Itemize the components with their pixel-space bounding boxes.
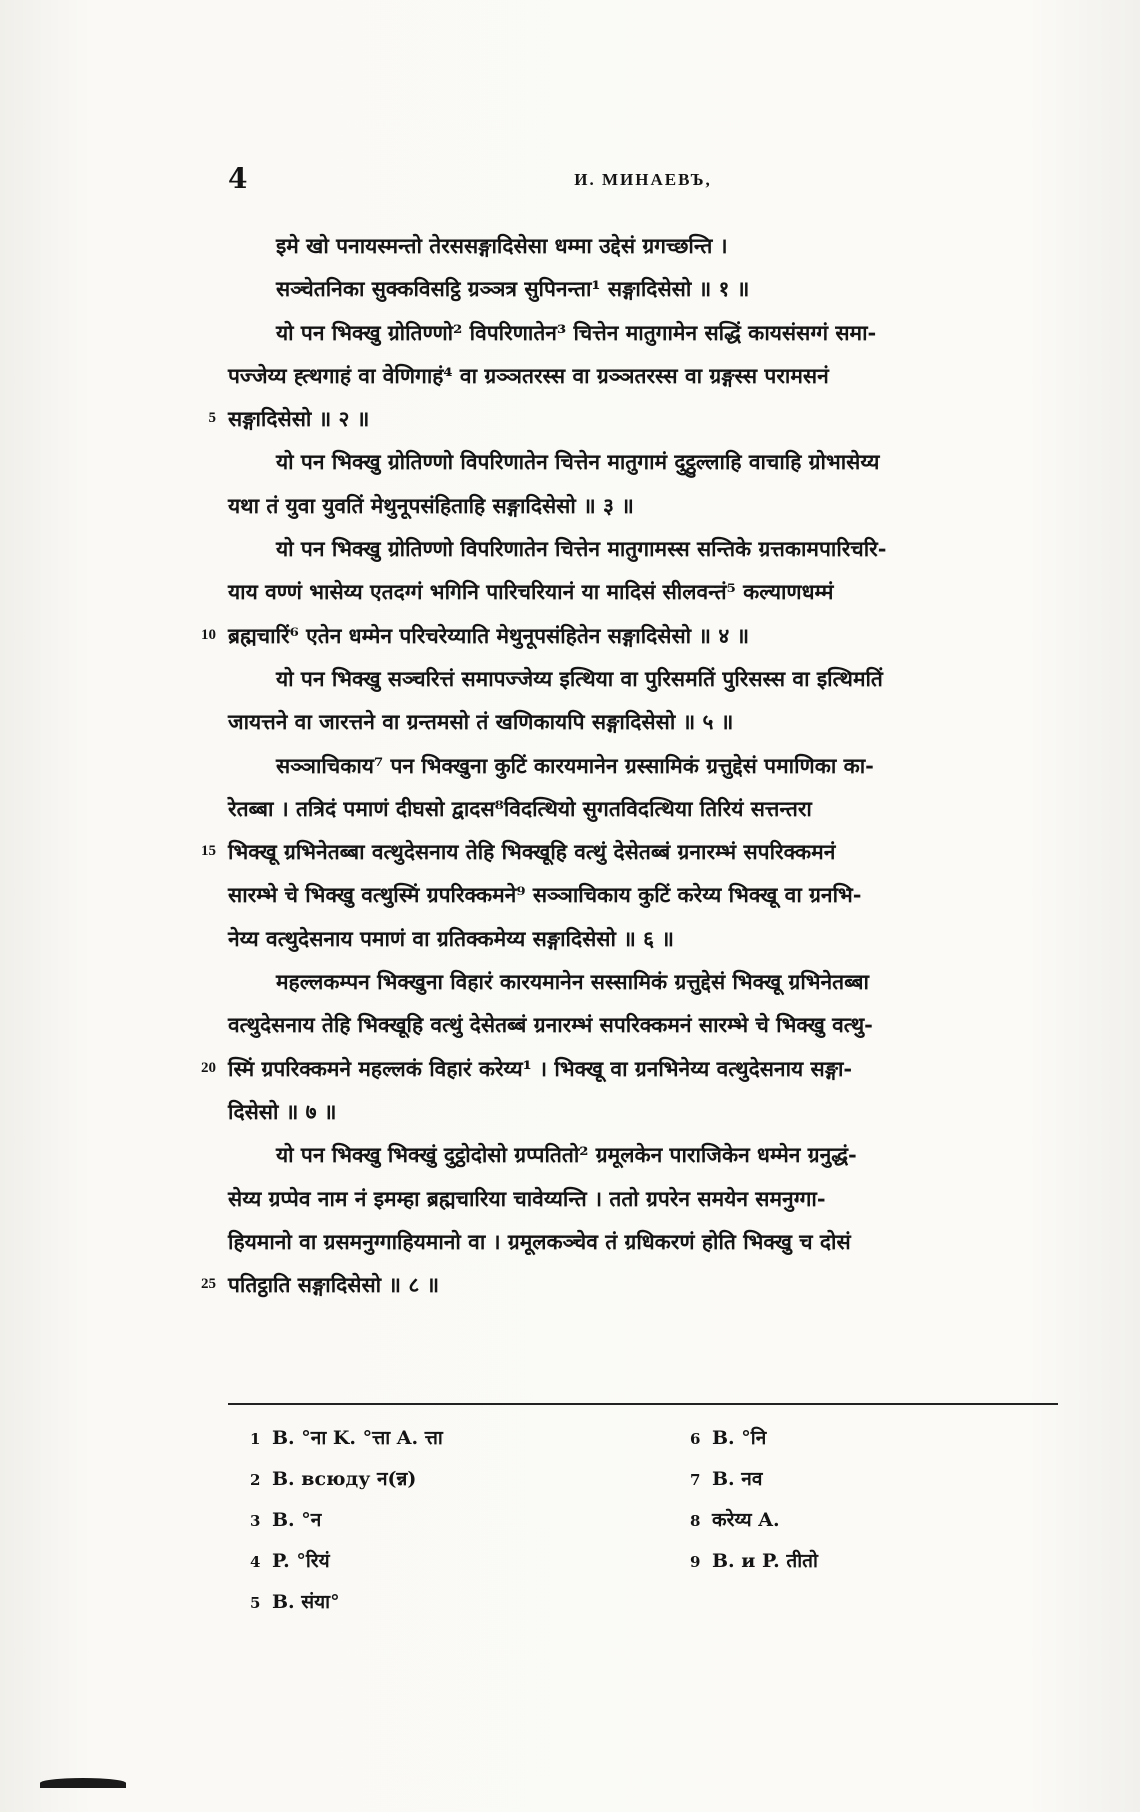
- footnote: [690, 1500, 818, 1541]
- line-text: यथा तं युवा युवतिं मेथुनूपसंहिताहि सङ्गादिसेसो ॥ ३ ॥: [228, 492, 634, 518]
- footnotes-left-column: [250, 1418, 443, 1623]
- line-text: यो पन भिक्खु सञ्चरित्तं समापज्जेय्य इत्थिया वा पुरिसमतिं पुरिसस्स वा इत्थिमतिं: [276, 665, 883, 691]
- text-line: [228, 657, 1058, 700]
- footnote-number: 6: [690, 1430, 701, 1448]
- line-text: नेय्य वत्थुदेसनाय पमाणं वा ग्रतिक्कमेय्य सङ्गादिसेसो ॥ ६ ॥: [228, 925, 674, 951]
- line-text: सञ्ञाचिकाय⁷ पन भिक्खुना कुटिं कारयमानेन ग्रस्सामिकं ग्रत्तुद्देसं पमाणिका का-: [276, 752, 874, 778]
- text-line: [201, 1047, 1058, 1090]
- text-line: [228, 311, 1058, 354]
- text-line: [228, 787, 1058, 830]
- line-text: इमे खो पनायस्मन्तो तेरससङ्गादिसेसा धम्मा उद्देसं ग्रगच्छन्ति ।: [276, 233, 728, 258]
- footnote-text: B. संया°: [272, 1591, 340, 1613]
- footnote-text: B. и P. तीतो: [712, 1550, 818, 1572]
- line-number: 5: [208, 410, 216, 427]
- text-line: [228, 744, 1058, 787]
- footnote-text: B. °नि: [712, 1427, 767, 1449]
- line-text: ब्रह्मचारिं⁶ एतेन धम्मेन परिचरेय्याति मेथुनूपसंहितेन सङ्गादिसेसो ॥ ४ ॥: [228, 622, 750, 648]
- line-text: भिक्खू ग्रभिनेतब्बा वत्थुदेसनाय तेहि भिक्खूहि वत्थुं देसेतब्बं ग्रनारम्भं सपरिक्कमनं: [228, 839, 836, 865]
- text-line: [208, 397, 1058, 440]
- line-text: पज्जेय्य ह्त्थगाहं वा वेणिगाहं⁴ वा ग्रञ्ञतरस्स वा ग्रञ्ञतरस्स वा ग्रङ्गस्स परामसनं: [228, 362, 829, 388]
- text-line: [228, 267, 1058, 310]
- footnote-number: 8: [690, 1512, 701, 1530]
- running-head: И. МИНАЕВЪ,: [574, 170, 712, 189]
- text-line: [201, 1263, 1058, 1306]
- footnote-number: 2: [250, 1471, 261, 1489]
- line-text: महल्लकम्पन भिक्खुना विहारं कारयमानेन सस्सामिकं ग्रत्तुद्देसं भिक्खू ग्रभिनेतब्बा: [276, 969, 869, 995]
- footnote: [250, 1418, 443, 1459]
- line-text: रेतब्बा । तत्रिदं पमाणं दीघसो द्वादस⁸विदत्थियो सुगतविदत्थिया तिरियं सत्तन्तरा: [228, 795, 812, 821]
- line-text: दिसेसो ॥ ७ ॥: [228, 1098, 337, 1124]
- footnote: [690, 1541, 818, 1582]
- footnote-number: 4: [250, 1553, 261, 1571]
- page-number: 4: [228, 162, 248, 195]
- line-text: सङ्गादिसेसो ॥ २ ॥: [228, 406, 370, 432]
- line-text: हियमानो वा ग्रसमनुग्गाहियमानो वा । ग्रमूलकञ्चेव तं ग्रधिकरणं होति भिक्खु च दोसं: [228, 1228, 851, 1254]
- line-text: सारम्भे चे भिक्खु वत्थुस्मिं ग्रपरिक्कमने⁹ सञ्ञाचिकाय कुटिं करेय्य भिक्खू वा ग्रनभि-: [228, 882, 862, 908]
- text-line: [228, 1003, 1058, 1046]
- footnote: [250, 1500, 443, 1541]
- footnote: [690, 1418, 818, 1459]
- footnote-number: 3: [250, 1512, 261, 1530]
- footnotes: [250, 1418, 1010, 1648]
- footnote-divider: [228, 1403, 1058, 1405]
- line-number: 15: [201, 843, 216, 860]
- line-number: 20: [201, 1059, 216, 1076]
- page-edge-mark: [40, 1778, 126, 1788]
- footnote-number: 7: [690, 1471, 701, 1489]
- footnote-text: B. नव: [712, 1468, 763, 1490]
- text-line: [201, 830, 1058, 873]
- text-line: [228, 917, 1058, 960]
- footnote-text: B. всюду न(न्न): [272, 1468, 417, 1490]
- footnotes-right-column: [690, 1418, 818, 1582]
- main-text: [201, 224, 1058, 1306]
- footnote-text: B. °न: [272, 1509, 322, 1531]
- line-text: यो पन भिक्खु भिक्खुं दुट्ठोदोसो ग्रप्पतितो² ग्रमूलकेन पाराजिकेन धम्मेन ग्रनुद्धं-: [276, 1142, 857, 1168]
- line-text: याय वण्णं भासेय्य एतदग्गं भगिनि पारिचरियानं या मादिसं सीलवन्तं⁵ कल्याणधम्मं: [228, 579, 834, 605]
- text-line: [228, 1220, 1058, 1263]
- footnote-text: करेय्य A.: [712, 1509, 780, 1531]
- text-line: [228, 1177, 1058, 1220]
- footnote-text: B. °ना K. °त्ता A. त्ता: [272, 1427, 443, 1449]
- line-text: पतिट्ठाति सङ्गादिसेसो ॥ ८ ॥: [228, 1272, 440, 1298]
- line-text: यो पन भिक्खु ग्रोतिण्णो विपरिणातेन चित्तेन मातुगामं दुट्ठुल्लाहि वाचाहि ग्रोभासेय्य: [276, 449, 880, 475]
- footnote-number: 9: [690, 1553, 701, 1571]
- text-line: [228, 484, 1058, 527]
- text-line: [228, 224, 1058, 267]
- footnote: [250, 1541, 443, 1582]
- line-text: सेय्य ग्रप्पेव नाम नं इमम्हा ब्रह्मचारिया चावेय्यन्ति । ततो ग्रपरेन समयेन समनुग्गा-: [228, 1185, 826, 1211]
- text-line: [228, 440, 1058, 483]
- footnote-number: 5: [250, 1594, 261, 1612]
- page-header: [228, 162, 1058, 198]
- text-line: [228, 570, 1058, 613]
- line-text: यो पन भिक्खु ग्रोतिण्णो विपरिणातेन चित्तेन मातुगामस्स सन्तिके ग्रत्तकामपारिचरि-: [276, 536, 887, 562]
- text-line: [228, 1090, 1058, 1133]
- line-number: 10: [201, 626, 216, 643]
- line-text: यो पन भिक्खु ग्रोतिण्णो² विपरिणातेन³ चित्तेन मातुगामेन सद्धिं कायसंसग्गं समा-: [276, 319, 877, 345]
- text-line: [228, 700, 1058, 743]
- footnote: [250, 1582, 443, 1623]
- line-text: जायत्तने वा जारत्तने वा ग्रन्तमसो तं खणिकायपि सङ्गादिसेसो ॥ ५ ॥: [228, 709, 734, 735]
- text-line: [228, 527, 1058, 570]
- footnote-number: 1: [250, 1430, 261, 1448]
- footnote-text: P. °रियं: [272, 1550, 330, 1572]
- text-line: [201, 614, 1058, 657]
- line-number: 25: [201, 1276, 216, 1293]
- text-line: [228, 1133, 1058, 1176]
- text-line: [228, 873, 1058, 916]
- line-text: स्मिं ग्रपरिक्कमने महल्लकं विहारं करेय्य¹ । भिक्खू वा ग्रनभिनेय्य वत्थुदेसनाय सङ्गा-: [228, 1055, 853, 1081]
- line-text: वत्थुदेसनाय तेहि भिक्खूहि वत्थुं देसेतब्बं ग्रनारम्भं सपरिक्कमनं सारम्भे चे भिक्खु वत्थु-: [228, 1012, 873, 1038]
- text-line: [228, 354, 1058, 397]
- footnote: [250, 1459, 443, 1500]
- footnote: [690, 1459, 818, 1500]
- line-text: सञ्चेतनिका सुक्कविसट्ठि ग्रञ्ञत्र सुपिनन्ता¹ सङ्गादिसेसो ॥ १ ॥: [276, 276, 750, 302]
- text-line: [228, 960, 1058, 1003]
